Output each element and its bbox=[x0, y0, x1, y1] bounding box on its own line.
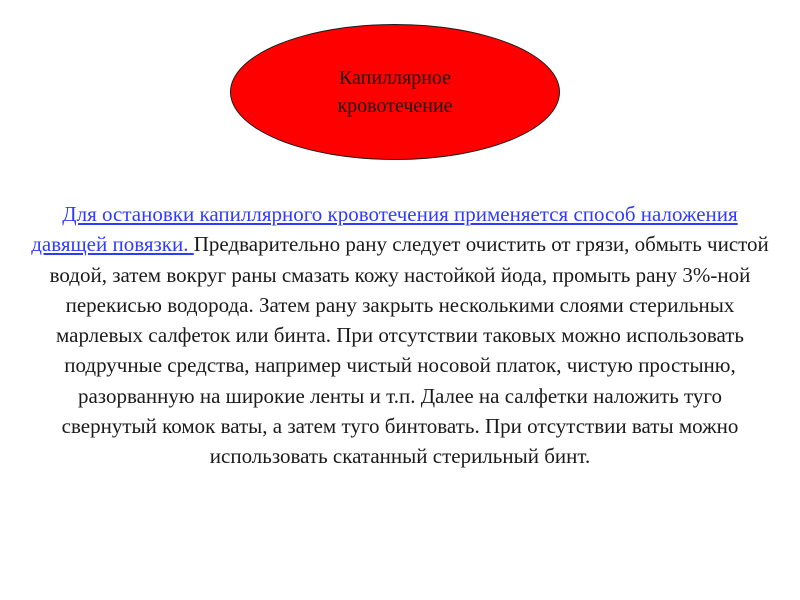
body-paragraph bbox=[28, 199, 772, 472]
body-main-text: Предварительно рану следует очистить от грязи, обмыть чистой водой, затем вокруг раны смазать кожу настойкой йода, промыть рану 3%-ной перекисью водорода. Затем рану закрыть несколькими слоями стерильных марлевых салфеток или бинта. При отсутствии таковых можно использовать подручные средства, например чистый носовой платок, чистую простыню, разорванную на широкие ленты и т.п. Далее на салфетки наложить туго свернутый комок ваты, а затем туго бинтовать. При отсутствии ваты можно использовать скатанный стерильный бинт. bbox=[49, 232, 769, 469]
title-text: Капиллярное кровотечение bbox=[337, 67, 453, 117]
body-link-text[interactable]: Для остановки капиллярного кровотечения применяется способ наложения давящей повязки. bbox=[31, 202, 738, 257]
title-ellipse bbox=[230, 24, 560, 160]
